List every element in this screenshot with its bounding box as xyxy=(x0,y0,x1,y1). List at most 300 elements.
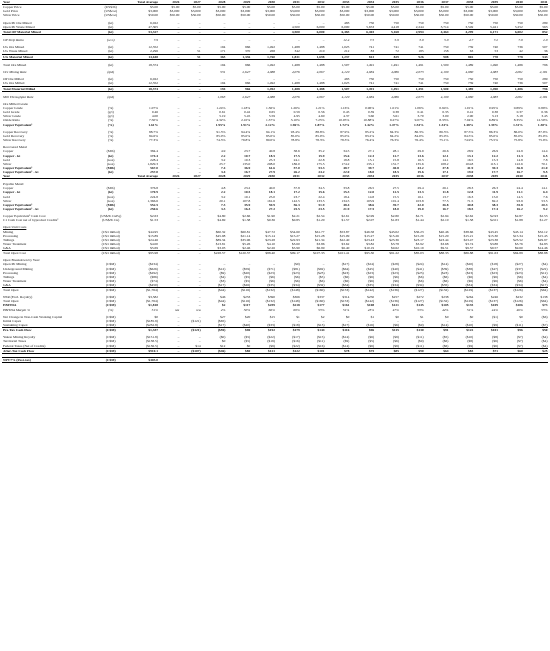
value-cell: – xyxy=(177,122,180,127)
value-cell: 966 xyxy=(244,45,251,50)
row-label: Pre-Tax Cash Flow xyxy=(2,328,95,333)
value-cell: 750 xyxy=(517,20,523,25)
value-cell: 53% xyxy=(541,307,548,312)
value-cell: ($0) xyxy=(219,335,226,340)
value-cell: 18.8 xyxy=(343,157,350,162)
value-cell: 14,648 xyxy=(126,54,159,59)
unit-cell: (kt) xyxy=(108,24,114,29)
value-cell: 42 xyxy=(519,49,523,54)
value-cell xyxy=(251,357,276,362)
value-cell: ($6) xyxy=(368,274,375,279)
value-cell: 1,829.3 xyxy=(147,161,158,166)
value-cell: – xyxy=(496,318,499,323)
value-cell: ($23) xyxy=(341,270,350,275)
value-cell: – xyxy=(248,262,251,267)
value-cell: 3.18 xyxy=(516,114,523,119)
unit-cell: (tpd) xyxy=(107,70,115,75)
row-label: Total Material Milled xyxy=(2,86,95,91)
table-row xyxy=(2,357,548,362)
value-cell: 829 xyxy=(375,54,400,59)
value-cell: $2.93 xyxy=(490,214,499,219)
value-cell: 16.7 xyxy=(516,169,523,174)
value-cell: 10.5 xyxy=(244,190,251,195)
value-cell: 1.37% xyxy=(265,118,275,123)
value-cell: $5.00 xyxy=(415,5,424,10)
value-cell: ($9) xyxy=(219,270,226,275)
value-cell: 26.6 xyxy=(442,149,449,154)
value-cell: 2026 xyxy=(158,0,179,5)
value-cell: 739 xyxy=(467,81,474,86)
value-cell: 1,491 xyxy=(391,62,399,67)
value-cell: $121 xyxy=(391,303,399,308)
value-cell: 2,181 xyxy=(539,94,548,99)
value-cell: ($137) xyxy=(488,299,499,304)
value-cell: 2037 xyxy=(424,174,449,179)
value-cell: ($450) xyxy=(148,282,158,287)
value-cell: – xyxy=(198,299,201,304)
value-cell: 212 xyxy=(344,49,350,54)
value-cell: – xyxy=(177,77,180,82)
value-cell: $101.41 xyxy=(325,251,350,256)
value-cell: $85 xyxy=(375,348,400,353)
value-cell: 1.01% xyxy=(464,106,474,111)
value-cell xyxy=(325,357,350,362)
value-cell: – xyxy=(298,20,300,25)
value-cell: ($34) xyxy=(292,282,300,287)
value-cell: 4,080 xyxy=(465,94,474,99)
value-cell: ($34) xyxy=(341,282,350,287)
row-label: Copper Equivalent¹ - kt xyxy=(3,169,39,174)
value-cell: 40.0 xyxy=(268,186,275,191)
unit-cell: (%) xyxy=(108,133,114,138)
value-cell: $50.00 xyxy=(537,13,548,18)
value-cell: $15.27 xyxy=(290,233,300,238)
value-cell: 85.0% xyxy=(439,133,449,138)
value-cell: $1,337 xyxy=(126,328,159,333)
value-cell: ($71) xyxy=(267,266,275,271)
value-cell: $2.66 xyxy=(242,214,251,219)
row-label: Year xyxy=(2,0,95,5)
value-cell: 51% xyxy=(151,307,158,312)
value-cell: ($4) xyxy=(541,262,548,267)
value-cell: $36.23 xyxy=(414,229,424,234)
value-cell: 5.9 xyxy=(394,38,399,43)
value-cell: $23.17 xyxy=(414,237,424,242)
value-cell: ($22) xyxy=(292,343,300,348)
value-cell: 158 xyxy=(443,49,449,54)
value-cell: $4.10 xyxy=(267,241,275,246)
value-cell: $138 xyxy=(540,295,548,300)
value-cell: 10.3 xyxy=(244,157,251,162)
value-cell: – xyxy=(198,165,201,170)
value-cell: $3.74 xyxy=(465,241,474,246)
value-cell: 122.6 xyxy=(514,161,523,166)
value-cell: 3,714 xyxy=(440,24,449,29)
value-cell: – xyxy=(248,318,251,323)
value-cell: 1,507 xyxy=(325,86,350,91)
value-cell: 3.10% xyxy=(290,118,300,123)
value-cell: 2.2 xyxy=(221,190,226,195)
unit-cell: (Mlb) xyxy=(106,165,115,170)
value-cell: – xyxy=(198,229,201,234)
value-cell: $90 xyxy=(226,328,251,333)
value-cell: 87.9% xyxy=(538,129,548,134)
row-label: Total Opex Cost xyxy=(2,251,95,256)
value-cell: – xyxy=(198,237,201,242)
value-cell: ($129) xyxy=(463,299,474,304)
value-cell: 161.6 xyxy=(267,198,275,203)
value-cell: $73 xyxy=(542,303,548,308)
unit-cell: (C$M) xyxy=(105,295,116,300)
value-cell: 2,181 xyxy=(539,70,548,75)
value-cell: $5.00 xyxy=(150,5,158,10)
value-cell: 966 xyxy=(244,81,251,86)
value-cell: 78.3% xyxy=(340,138,350,143)
value-cell: ($7) xyxy=(516,343,523,348)
value-cell: 16.3 xyxy=(467,194,474,199)
value-cell: $86.88 xyxy=(449,251,474,256)
value-cell: – xyxy=(298,38,300,43)
value-cell: 384.4 xyxy=(150,149,158,154)
value-cell: 0.89% xyxy=(513,106,523,111)
value-cell: 15.9 xyxy=(318,153,325,158)
value-cell: ($45) xyxy=(366,266,375,271)
value-cell: 750 xyxy=(443,45,449,50)
value-cell: 37.8 xyxy=(442,165,449,170)
value-cell: 370 xyxy=(244,49,251,54)
value-cell: 18.1 xyxy=(268,190,275,195)
value-cell: 86.3% xyxy=(488,129,499,134)
row-label: Federal Taxes (Net of Credits) xyxy=(3,343,46,348)
value-cell: $179 xyxy=(275,328,300,333)
value-cell: 85.2% xyxy=(365,129,375,134)
row-label: Copper xyxy=(3,186,14,191)
row-label: Silver Recovery xyxy=(3,138,26,143)
value-cell: – xyxy=(198,245,201,250)
value-cell: 44% xyxy=(491,307,499,312)
value-cell: $23.43 xyxy=(364,237,375,242)
value-cell: – xyxy=(177,314,180,319)
value-cell: $2 xyxy=(321,314,325,319)
value-cell: $15.28 xyxy=(314,233,325,238)
value-cell: $0 xyxy=(519,314,523,319)
value-cell: – xyxy=(322,262,325,267)
value-cell: ($6) xyxy=(492,343,499,348)
value-cell: – xyxy=(248,38,251,43)
value-cell: 85.0% xyxy=(538,133,548,138)
value-cell: 4,083 xyxy=(490,94,499,99)
value-cell: – xyxy=(177,262,180,267)
value-cell: 4,086 xyxy=(391,70,399,75)
value-cell: $15.89 xyxy=(148,233,158,238)
value-cell: $99.17 xyxy=(275,251,300,256)
value-cell: – xyxy=(198,270,201,275)
value-cell: $3,000 xyxy=(364,9,375,14)
value-cell: – xyxy=(158,287,179,292)
value-cell: – xyxy=(198,266,201,271)
value-cell: 4.9 xyxy=(221,149,226,154)
value-cell: 1,486 xyxy=(514,62,523,67)
value-cell: $50.00 xyxy=(463,13,474,18)
value-cell: 85.0% xyxy=(340,133,350,138)
value-cell: $1.53 xyxy=(150,218,158,223)
value-cell: 4,084 xyxy=(366,70,375,75)
value-cell: $1.58 xyxy=(465,218,474,223)
value-cell: – xyxy=(198,110,201,115)
value-cell: 36 xyxy=(544,49,548,54)
value-cell: ($6) xyxy=(442,278,449,283)
value-cell: 1,025 xyxy=(341,45,350,50)
value-cell: 1,488 xyxy=(291,62,300,67)
value-cell: $1 xyxy=(370,314,375,319)
value-cell: 76.4% xyxy=(365,138,375,143)
value-cell: 1,488 xyxy=(316,62,325,67)
value-cell: $192 xyxy=(251,328,276,333)
value-cell: $1.57 xyxy=(341,218,350,223)
value-cell xyxy=(375,357,400,362)
value-cell: ($40) xyxy=(391,266,399,271)
value-cell: 5,252 xyxy=(514,24,523,29)
value-cell: 7.50% xyxy=(148,118,158,123)
value-cell: 796 xyxy=(523,86,548,91)
value-cell: 1,491 xyxy=(415,62,424,67)
value-cell: 552.5 xyxy=(150,202,158,207)
value-cell: $80 xyxy=(226,348,251,353)
value-cell: 4.32% xyxy=(216,118,226,123)
row-label: UG Waste Mined xyxy=(3,49,28,54)
value-cell: – xyxy=(198,77,201,82)
value-cell: 75.1% xyxy=(439,138,449,143)
value-cell: ($5) xyxy=(244,335,251,340)
value-cell: $218 xyxy=(292,303,300,308)
row-label: After-Tax Cash Flow xyxy=(2,348,95,353)
value-cell: – xyxy=(177,299,180,304)
value-cell: 6,403 xyxy=(350,29,375,34)
value-cell: $238 xyxy=(441,295,449,300)
value-cell: $3.62 xyxy=(341,241,350,246)
value-cell: $15.27 xyxy=(364,233,375,238)
value-cell: 21.9 xyxy=(343,206,350,211)
value-cell: – xyxy=(322,318,325,323)
value-cell: $22.93 xyxy=(290,237,300,242)
value-cell: ($5) xyxy=(244,339,251,344)
value-cell: ($7) xyxy=(516,339,523,344)
value-cell: $15.29 xyxy=(414,233,424,238)
value-cell: – xyxy=(198,282,201,287)
unit-cell: (C$M) xyxy=(105,339,116,344)
value-cell: $2.07 xyxy=(366,218,375,223)
value-cell: 131.7 xyxy=(391,161,399,166)
value-cell: $105 xyxy=(441,303,449,308)
value-cell: $3,000 xyxy=(414,9,424,14)
unit-cell: (C$M) xyxy=(105,335,116,340)
value-cell: 1.18% xyxy=(241,106,251,111)
value-cell: $1,818 xyxy=(148,303,158,308)
value-cell: $75 xyxy=(350,348,375,353)
value-cell: 750 xyxy=(492,20,499,25)
value-cell: 2027 xyxy=(180,0,201,5)
value-cell: $15.21 xyxy=(463,233,474,238)
value-cell: ($23) xyxy=(440,270,449,275)
value-cell: 7.2 xyxy=(493,38,499,43)
value-cell: 0.59 xyxy=(293,110,300,115)
value-cell: 543 xyxy=(523,54,548,59)
value-cell: ($37) xyxy=(515,266,523,271)
value-cell: 3.3 xyxy=(221,206,226,211)
value-cell: – xyxy=(471,318,474,323)
value-cell: 0.96% xyxy=(365,106,375,111)
value-cell: 103.8 xyxy=(415,198,424,203)
value-cell: 0.38 xyxy=(491,110,499,115)
value-cell: ($33) xyxy=(267,323,275,327)
value-cell: ($11) xyxy=(416,335,424,340)
value-cell: ($127) xyxy=(414,299,424,304)
value-cell: 6.4 xyxy=(543,190,548,195)
value-cell: 48.7 xyxy=(343,165,350,170)
value-cell: $1.88 xyxy=(514,218,523,223)
row-label: OP Ore Milled xyxy=(3,77,24,82)
value-cell: ($6) xyxy=(343,278,350,283)
value-cell: $5.00 xyxy=(217,5,226,10)
value-cell: $3.92 xyxy=(415,241,424,246)
value-cell: ($4) xyxy=(541,339,548,344)
value-cell: 25.5 xyxy=(293,206,300,211)
value-cell: 9.5 xyxy=(543,169,548,174)
value-cell: $257 xyxy=(391,295,399,300)
unit-cell: (C$/t milled) xyxy=(101,241,120,246)
value-cell: $264 xyxy=(466,295,474,300)
value-cell: 27.1 xyxy=(367,149,375,154)
value-cell: ($14) xyxy=(341,343,350,348)
value-cell: 5.59 xyxy=(268,114,275,119)
value-cell xyxy=(300,357,325,362)
value-cell: – xyxy=(198,153,201,158)
value-cell: – xyxy=(273,77,275,82)
value-cell: ($64) xyxy=(523,287,548,292)
value-cell: $2.62 xyxy=(465,214,474,219)
value-cell: $15.09 xyxy=(339,233,350,238)
unit-cell: (US$/lb) xyxy=(104,5,117,10)
value-cell: $109 xyxy=(491,303,499,308)
value-cell: 34.5 xyxy=(318,186,325,191)
value-cell: 741 xyxy=(393,45,399,50)
value-cell: 23.2 xyxy=(244,186,251,191)
value-cell: ($8) xyxy=(492,335,499,340)
cash-flow-table xyxy=(2,0,548,363)
unit-cell: (kt) xyxy=(108,77,114,82)
row-label: Copper - kt xyxy=(3,190,21,195)
unit-cell: (%) xyxy=(108,138,114,143)
value-cell: 47% xyxy=(392,307,399,312)
value-cell: ($3) xyxy=(219,278,226,283)
value-cell: ($44) xyxy=(217,299,226,304)
value-cell: 750 xyxy=(393,20,399,25)
value-cell: 51 xyxy=(197,49,201,54)
value-cell: $90 xyxy=(399,348,424,353)
value-cell: 3.0 xyxy=(419,38,424,43)
value-cell: 7.8 xyxy=(543,157,548,162)
value-cell: ($6) xyxy=(368,278,375,283)
value-cell: $0 xyxy=(444,314,449,319)
value-cell: 2,994 xyxy=(399,29,424,34)
value-cell: $1.90 xyxy=(267,214,275,219)
value-cell: 51 xyxy=(180,54,201,59)
value-cell: ($127) xyxy=(399,287,424,292)
value-cell: 5.0 xyxy=(444,38,449,43)
value-cell: 186.0 xyxy=(291,161,300,166)
value-cell: 1,491 xyxy=(375,86,400,91)
value-cell: $3,000 xyxy=(339,9,350,14)
value-cell: 14.8 xyxy=(367,194,375,199)
value-cell: ($136) xyxy=(375,287,400,292)
value-cell: – xyxy=(223,24,226,29)
value-cell: 1.54% xyxy=(414,122,424,127)
value-cell: $6.40 xyxy=(341,245,350,250)
value-cell: ($20) xyxy=(465,262,474,267)
value-cell: ($65) xyxy=(217,318,226,323)
value-cell: ($1,764) xyxy=(146,299,158,304)
value-cell: 79.8% xyxy=(241,138,251,143)
unit-cell: (C$/t milled) xyxy=(101,237,120,242)
row-label: Gold Price xyxy=(3,9,19,14)
value-cell: 0.56 xyxy=(318,110,325,115)
value-cell: – xyxy=(198,81,201,86)
value-cell: 1,486 xyxy=(499,86,524,91)
unit-cell: (C$/t milled) xyxy=(101,229,120,234)
value-cell: 5,168 xyxy=(375,29,400,34)
value-cell: $3.78 xyxy=(391,241,399,246)
value-cell: $5.00 xyxy=(514,5,523,10)
table-body xyxy=(2,0,548,363)
value-cell: 4.95 xyxy=(293,114,300,119)
value-cell: 741 xyxy=(393,81,399,86)
unit-cell: (C$M) xyxy=(105,318,116,323)
value-cell: $43.45 xyxy=(488,229,499,234)
value-cell: ($18) xyxy=(292,323,300,327)
row-label: Initial Capex xyxy=(3,318,22,323)
value-cell: $50.00 xyxy=(339,13,350,18)
value-cell: – xyxy=(177,138,180,143)
value-cell: 6,483 xyxy=(325,29,350,34)
value-cell: 1.72% xyxy=(339,122,350,127)
value-cell: 36.8 xyxy=(442,202,449,207)
value-cell: 1,488 xyxy=(291,81,300,86)
value-cell: – xyxy=(177,218,180,223)
value-cell: 2040 xyxy=(499,0,524,5)
unit-cell: (%) xyxy=(108,118,114,123)
value-cell: 36.8 xyxy=(516,165,523,170)
value-cell: $88.88 xyxy=(523,251,548,256)
value-cell: ($129) xyxy=(449,287,474,292)
value-cell: – xyxy=(177,110,180,115)
value-cell: $5.00 xyxy=(267,5,275,10)
unit-cell: (g/t) xyxy=(107,114,114,119)
value-cell: 24.2 xyxy=(318,169,325,174)
value-cell: – xyxy=(273,20,275,25)
value-cell: 2035 xyxy=(375,174,400,179)
value-cell: $9.51 xyxy=(440,245,449,250)
value-cell: $115 xyxy=(375,328,400,333)
value-cell: 19.6 xyxy=(417,169,424,174)
value-cell xyxy=(180,357,201,362)
unit-cell: (%) xyxy=(108,129,114,134)
row-label: Territorial Taxes xyxy=(3,339,27,344)
value-cell: 740 xyxy=(492,81,499,86)
value-cell: ($6) xyxy=(516,278,523,283)
value-cell: 4,083 xyxy=(490,70,499,75)
value-cell: 108.2 xyxy=(440,161,449,166)
row-label: Silver Grade xyxy=(3,114,21,119)
